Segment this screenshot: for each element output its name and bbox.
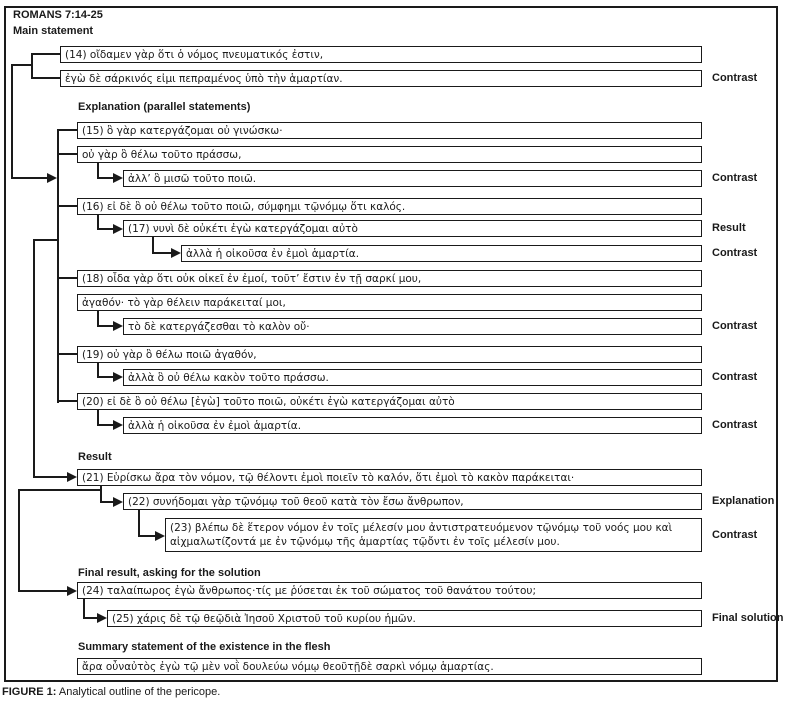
verse-box-19b: ἀλλὰ ὃ οὐ θέλω κακὸν τοῦτο πράσσω. (123, 369, 702, 386)
arrowhead-icon (113, 321, 123, 331)
verse-box-14a: (14) οἴδαμεν γὰρ ὅτι ὁ νόμος πνευματικός ἐστιν, (60, 46, 702, 63)
figure-caption (2, 686, 220, 698)
verse-box-17b: ἀλλὰ ἡ οἰκοῦσα ἐν ἐμοὶ ἁμαρτία. (181, 245, 702, 262)
relation-label-contrast-18c: Contrast (712, 320, 758, 332)
verse-box-18: (18) οἶδα γὰρ ὅτι οὐκ οἰκεῖ ἐν ἐμοί, τοῦτ’ ἔστιν ἐν τῇ σαρκί μου, (77, 270, 702, 287)
arrowhead-icon (113, 497, 123, 507)
arrowhead-icon (155, 531, 165, 541)
relation-label-contrast-23: Contrast (712, 529, 758, 541)
connector-line (11, 64, 13, 179)
arrowhead-icon (47, 173, 57, 183)
connector-line (18, 489, 102, 491)
arrowhead-icon (67, 586, 77, 596)
arrowhead-icon (171, 248, 181, 258)
connector-line (33, 239, 35, 478)
section-heading-summary: Summary statement of the existence in the flesh (78, 641, 331, 653)
verse-box-14b: ἐγὼ δὲ σάρκινός εἰμι πεπραμένος ὑπὸ τὴν ἁμαρτίαν. (60, 70, 702, 87)
arrowhead-icon (113, 420, 123, 430)
relation-label-contrast-19b: Contrast (712, 371, 758, 383)
figure-title: ROMANS 7:14-25 (13, 9, 103, 21)
connector-line (11, 64, 33, 66)
section-heading-result: Result (78, 451, 112, 463)
verse-box-17: (17) νυνὶ δὲ οὐκέτι ἐγὼ κατεργάζομαι αὐτὸ (123, 220, 702, 237)
verse-box-18c: τὸ δὲ κατεργάζεσθαι τὸ καλὸν οὔ· (123, 318, 702, 335)
section-heading-main: Main statement (13, 25, 94, 37)
connector-line (57, 400, 77, 402)
verse-box-20: (20) εἰ δὲ ὃ οὐ θέλω [ἐγὼ] τοῦτο ποιῶ, οὐκέτι ἐγὼ κατεργάζομαι αὐτὸ (77, 393, 702, 410)
section-heading-explanation: Explanation (parallel statements) (78, 101, 251, 113)
connector-line (57, 153, 77, 155)
connector-line (31, 53, 60, 55)
verse-box-16: (16) εἰ δὲ ὃ οὐ θέλω τοῦτο ποιῶ, σύμφημι τῷνόμῳ ὅτι καλός. (77, 198, 702, 215)
arrowhead-icon (67, 472, 77, 482)
connector-line (152, 252, 173, 254)
connector-line (18, 590, 69, 592)
verse-box-summary: ἄρα οὖναὐτὸς ἐγὼ τῷ μὲν νοῒ δουλεύω νόμῳ θεοῦτῇδὲ σαρκὶ νόμῳ ἁμαρτίας. (77, 658, 702, 675)
connector-line (57, 353, 77, 355)
connector-line (33, 476, 69, 478)
connector-line (31, 53, 33, 79)
verse-box-18b: ἀγαθόν· τὸ γὰρ θέλειν παράκειταί μοι, (77, 294, 702, 311)
figure-caption-label: FIGURE 1: (2, 686, 57, 698)
connector-line (31, 77, 60, 79)
connector-line (33, 239, 57, 241)
relation-label-result-17: Result (712, 222, 746, 234)
relation-label-final-solution-25: Final solution (712, 612, 784, 624)
relation-label-contrast-17b: Contrast (712, 247, 758, 259)
section-heading-final: Final result, asking for the solution (78, 567, 261, 579)
verse-box-19: (19) οὐ γὰρ ὃ θέλω ποιῶ ἀγαθόν, (77, 346, 702, 363)
verse-box-20b: ἀλλὰ ἡ οἰκοῦσα ἐν ἐμοὶ ἁμαρτία. (123, 417, 702, 434)
arrowhead-icon (113, 173, 123, 183)
verse-box-25: (25) χάρις δὲ τῷ θεῷδιὰ Ἰησοῦ Χριστοῦ τοῦ κυρίου ἡμῶν. (107, 610, 702, 627)
verse-box-23: (23) βλέπω δὲ ἕτερον νόμον ἐν τοῖς μέλεσίν μου ἀντιστρατευόμενον τῷνόμῳ τοῦ νοός μου καὶ αἰχμαλωτίζοντά με ἐν τῷνόμῳ τῆς ἁμαρτίας τῷὄντι ἐν τοῖς μέλεσίν μου. (165, 518, 702, 552)
verse-box-15: (15) ὃ γὰρ κατεργάζομαι οὐ γινώσκω· (77, 122, 702, 139)
connector-line (138, 510, 140, 537)
connector-line (57, 129, 77, 131)
arrowhead-icon (97, 613, 107, 623)
arrowhead-icon (113, 224, 123, 234)
arrowhead-icon (113, 372, 123, 382)
connector-line (57, 277, 77, 279)
relation-label-contrast-15c: Contrast (712, 172, 758, 184)
figure-caption-text: Analytical outline of the pericope. (58, 686, 221, 698)
connector-line (83, 599, 85, 619)
relation-label-contrast-20b: Contrast (712, 419, 758, 431)
verse-box-15b: οὐ γὰρ ὃ θέλω τοῦτο πράσσω, (77, 146, 702, 163)
relation-label-contrast-14b: Contrast (712, 72, 758, 84)
verse-box-21: (21) Εὑρίσκω ἄρα τὸν νόμον, τῷ θέλοντι ἐμοὶ ποιεῖν τὸ καλόν, ὅτι ἐμοὶ τὸ κακὸν παράκειται· (77, 469, 702, 486)
verse-box-24: (24) ταλαίπωρος ἐγὼ ἄνθρωπος·τίς με ῥύσεται ἐκ τοῦ σώματος τοῦ θανάτου τούτου; (77, 582, 702, 599)
connector-line (57, 129, 59, 403)
verse-box-22: (22) συνήδομαι γὰρ τῷνόμῳ τοῦ θεοῦ κατὰ τὸν ἔσω ἄνθρωπον, (123, 493, 702, 510)
relation-label-explanation-22: Explanation (712, 495, 775, 507)
connector-line (18, 489, 20, 592)
verse-box-15c: ἀλλ’ ὃ μισῶ τοῦτο ποιῶ. (123, 170, 702, 187)
connector-line (11, 177, 49, 179)
connector-line (57, 205, 77, 207)
